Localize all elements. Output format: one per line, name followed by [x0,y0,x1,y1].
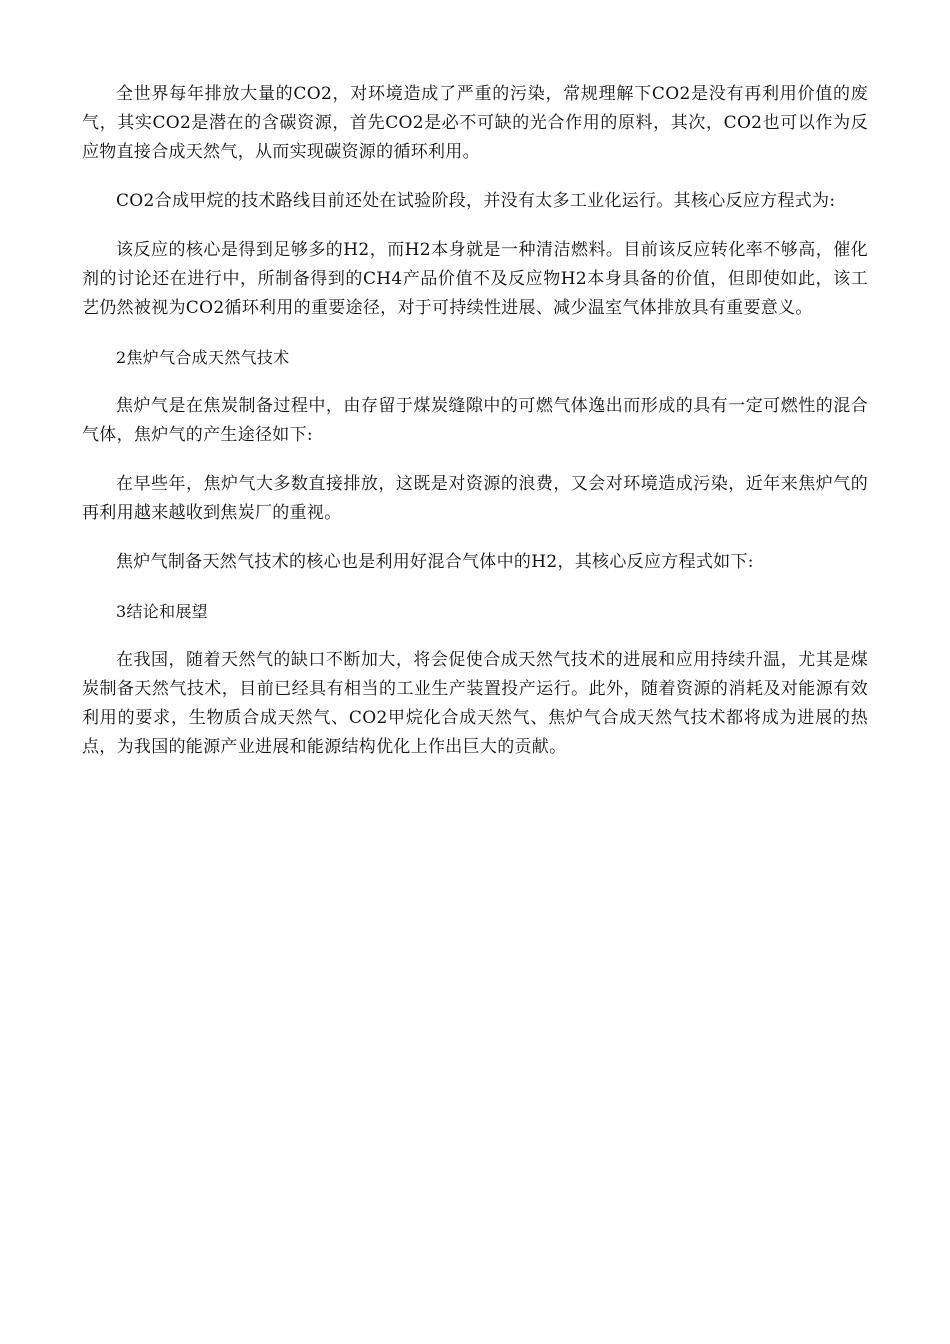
document-page [82,80,868,782]
paragraph-coke-oven-gas-definition: 焦炉气是在焦炭制备过程中，由存留于煤炭缝隙中的可燃气体逸出而形成的具有一定可燃性的混合气体，焦炉气的产生途径如下: [82,396,868,445]
paragraph-coke-oven-gas-reaction: 焦炉气制备天然气技术的核心也是利用好混合气体中的H2，其核心反应方程式如下: [116,552,754,572]
paragraph-reaction-core: 该反应的核心是得到足够多的H2，而H2本身就是一种清洁燃料。目前该反应转化率不够高，催化剂的讨论还在进行中，所制备得到的CH4产品价值不及反应物H2本身具备的价值，但即使如此，该工艺仍然被视为CO2循环利用的重要途径，对于可持续性进展、减少温室气体排放具有重要意义。 [82,240,868,318]
paragraph-conclusion: 在我国，随着天然气的缺口不断加大，将会促使合成天然气技术的进展和应用持续升温，尤其是煤炭制备天然气技术，目前已经具有相当的工业生产装置投产运行。此外，随着资源的消耗及对能源有效利用的要求，生物质合成天然气、CO2甲烷化合成天然气、焦炉气合成天然气技术都将成为进展的热点，为我国的能源产业进展和能源结构优化上作出巨大的贡献。 [82,650,868,757]
section-heading-conclusion: 3结论和展望 [116,602,208,621]
section-heading-coke-oven-gas: 2焦炉气合成天然气技术 [116,348,290,367]
paragraph-coke-oven-gas-history: 在早些年，焦炉气大多数直接排放，这既是对资源的浪费，又会对环境造成污染，近年来焦炉气的再利用越来越收到焦炭厂的重视。 [82,474,868,523]
paragraph-co2-background: 全世界每年排放大量的CO2，对环境造成了严重的污染，常规理解下CO2是没有再利用价值的废气，其实CO2是潜在的含碳资源，首先CO2是必不可缺的光合作用的原料，其次，CO2也可以作为反应物直接合成天然气，从而实现碳资源的循环利用。 [82,84,868,162]
paragraph-co2-methane-route: CO2合成甲烷的技术路线目前还处在试验阶段，并没有太多工业化运行。其核心反应方程式为: [116,191,836,211]
